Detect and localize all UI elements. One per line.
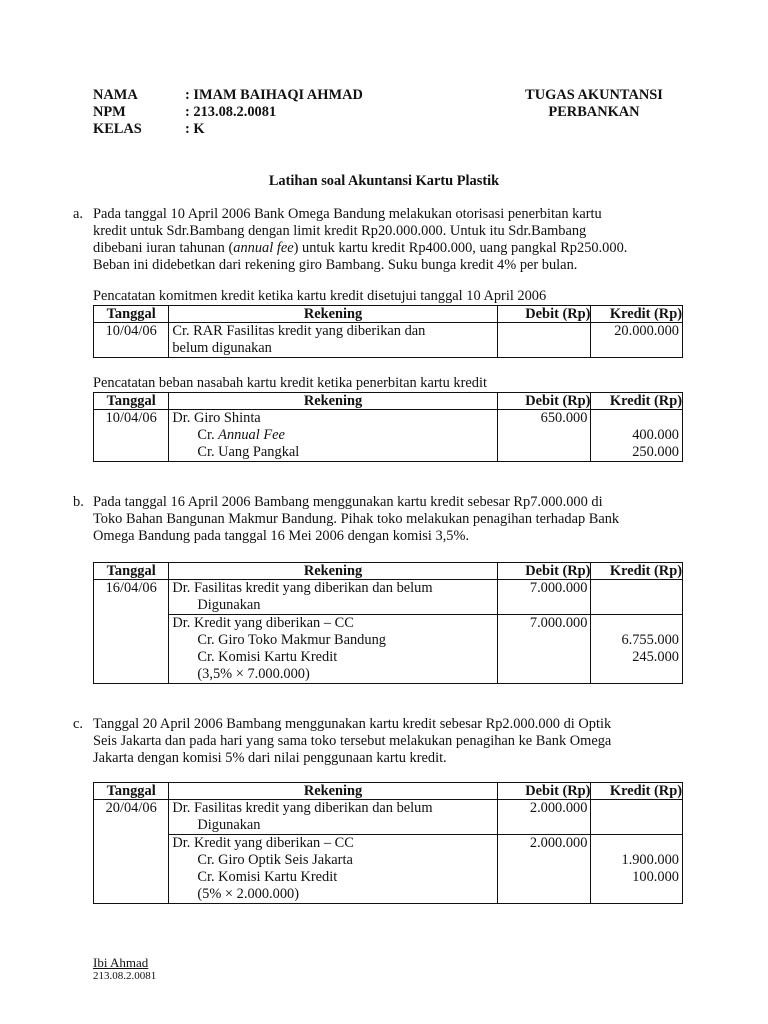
account-line: Cr. Giro Toko Makmur Bandung xyxy=(197,632,386,648)
value-kelas: : K xyxy=(185,121,205,137)
account-line: Digunakan xyxy=(197,817,261,833)
col-header-debit: Debit (Rp) xyxy=(497,393,591,410)
journal-table-a1 xyxy=(93,305,683,358)
cell-debit xyxy=(497,835,591,904)
table-row xyxy=(94,835,683,904)
col-header-account: Rekening xyxy=(169,563,497,580)
credit-value: 250.000 xyxy=(632,444,679,460)
cell-debit: 2.000.000 xyxy=(497,800,591,835)
table-row xyxy=(94,410,683,462)
col-header-account: Rekening xyxy=(169,783,497,800)
col-header-date: Tanggal xyxy=(94,783,169,800)
debit-value: 7.000.000 xyxy=(529,615,588,631)
table-header-row xyxy=(94,783,683,800)
cell-date: 10/04/06 xyxy=(94,323,169,358)
table-row xyxy=(94,323,683,358)
x: dibebani iuran tahunan ( xyxy=(93,240,234,256)
section-c-line: Seis Jakarta dan pada hari yang sama toko tersebut melakukan penagihan ke Bank Omega xyxy=(93,733,612,749)
journal-table-c xyxy=(93,782,683,904)
credit-empty xyxy=(594,615,679,632)
account-line: (5% × 2.000.000) xyxy=(197,886,300,902)
section-c-line: Jakarta dengan komisi 5% dari nilai penggunaan kartu kredit. xyxy=(93,750,447,766)
cell-debit xyxy=(497,615,591,684)
label-npm: NPM xyxy=(93,104,126,120)
section-a-line: Beban ini didebetkan dari rekening giro Bambang. Suku bunga kredit 4% per bulan. xyxy=(93,257,578,273)
account-line: Dr. Fasilitas kredit yang diberikan dan belum xyxy=(172,800,433,816)
course-title-line2: PERBANKAN xyxy=(548,104,640,120)
annual-fee-account: Annual Fee xyxy=(218,427,285,443)
col-header-date: Tanggal xyxy=(94,393,169,410)
account-line: Cr. Komisi Kartu Kredit xyxy=(197,649,338,665)
credit-value: 6.755.000 xyxy=(621,632,679,648)
cell-credit xyxy=(591,835,683,904)
credit-empty xyxy=(594,835,679,852)
section-b-line: Omega Bandung pada tanggal 16 Mei 2006 dengan komisi 3,5%. xyxy=(93,528,470,544)
cell-credit xyxy=(591,410,683,462)
value-nama: : IMAM BAIHAQI AHMAD xyxy=(185,87,363,103)
section-b-letter: b. xyxy=(73,494,84,510)
account-line xyxy=(172,427,493,444)
col-header-account: Rekening xyxy=(169,393,497,410)
col-header-account: Rekening xyxy=(169,306,497,323)
cell-credit xyxy=(591,800,683,835)
credit-value: 245.000 xyxy=(632,649,679,665)
cell-credit xyxy=(591,580,683,615)
col-header-debit: Debit (Rp) xyxy=(497,306,591,323)
journal-table-b xyxy=(93,562,683,684)
cell-debit xyxy=(497,323,591,358)
col-header-credit: Kredit (Rp) xyxy=(591,306,683,323)
footer-name: Ibi Ahmad xyxy=(93,955,149,970)
section-a-line: Pada tanggal 10 April 2006 Bank Omega Bandung melakukan otorisasi penerbitan kartu xyxy=(93,206,602,222)
section-a-line: kredit untuk Sdr.Bambang dengan limit kredit Rp20.000.000. Untuk itu Sdr.Bambang xyxy=(93,223,587,239)
course-title xyxy=(505,87,683,121)
account-line: Cr. Giro Optik Seis Jakarta xyxy=(197,852,353,868)
col-header-debit: Debit (Rp) xyxy=(497,563,591,580)
credit-value: 100.000 xyxy=(632,869,679,885)
account-line: Dr. Fasilitas kredit yang diberikan dan belum xyxy=(172,580,433,596)
section-b-text xyxy=(93,494,675,545)
cell-account xyxy=(169,800,497,835)
debit-value: 650.000 xyxy=(540,410,588,426)
section-b-paragraph xyxy=(73,494,675,545)
table-row xyxy=(94,580,683,615)
account-line: (3,5% × 7.000.000) xyxy=(197,666,310,682)
credit-empty xyxy=(594,410,679,427)
section-a-letter: a. xyxy=(73,206,83,222)
col-header-credit: Kredit (Rp) xyxy=(591,563,683,580)
section-a-caption-1: Pencatatan komitmen kredit ketika kartu kredit disetujui tanggal 10 April 2006 xyxy=(93,288,547,304)
account-line: Cr. RAR Fasilitas kredit yang diberikan dan xyxy=(172,323,426,339)
credit-value: 1.900.000 xyxy=(621,852,679,868)
account-line: Cr. Komisi Kartu Kredit xyxy=(197,869,338,885)
table-header-row xyxy=(94,563,683,580)
section-a-paragraph xyxy=(73,206,675,274)
account-line: Dr. Kredit yang diberikan – CC xyxy=(172,835,354,851)
table-header-row xyxy=(94,393,683,410)
cell-credit xyxy=(591,615,683,684)
student-info-values xyxy=(185,87,485,138)
section-c-text xyxy=(93,716,675,767)
section-b-line: Pada tanggal 16 April 2006 Bambang menggunakan kartu kredit sebesar Rp7.000.000 di xyxy=(93,494,603,510)
section-a-text xyxy=(93,206,675,274)
account-line: Digunakan xyxy=(197,597,261,613)
label-kelas: KELAS xyxy=(93,121,142,137)
col-header-date: Tanggal xyxy=(94,306,169,323)
cell-date: 10/04/06 xyxy=(94,410,169,462)
col-header-credit: Kredit (Rp) xyxy=(591,393,683,410)
account-line: belum digunakan xyxy=(172,340,272,356)
col-header-date: Tanggal xyxy=(94,563,169,580)
footer xyxy=(93,955,156,983)
annual-fee-term: annual fee xyxy=(233,240,294,256)
section-c-paragraph xyxy=(73,716,675,767)
section-b-line: Toko Bahan Bangunan Makmur Bandung. Pihak toko melakukan penagihan terhadap Bank xyxy=(93,511,620,527)
journal-table-a2 xyxy=(93,392,683,462)
table-row xyxy=(94,800,683,835)
cell-debit xyxy=(497,410,591,462)
cell-account xyxy=(169,615,497,684)
section-a-line-tail: ) untuk kartu kredit Rp400.000, uang pangkal Rp250.000. xyxy=(293,240,628,256)
credit-value: 400.000 xyxy=(632,427,679,443)
cell-account xyxy=(169,323,497,358)
account-line: Dr. Kredit yang diberikan – CC xyxy=(172,615,354,631)
col-header-debit: Debit (Rp) xyxy=(497,783,591,800)
section-a-line xyxy=(93,240,675,257)
section-a-caption-2: Pencatatan beban nasabah kartu kredit ketika penerbitan kartu kredit xyxy=(93,375,487,391)
label-nama: NAMA xyxy=(93,87,138,103)
document-title: Latihan soal Akuntansi Kartu Plastik xyxy=(268,173,500,189)
cell-account xyxy=(169,410,497,462)
debit-value: 2.000.000 xyxy=(529,835,588,851)
cell-date: 20/04/06 xyxy=(94,800,169,904)
table-header-row xyxy=(94,306,683,323)
section-c-letter: c. xyxy=(73,716,83,732)
cell-debit: 7.000.000 xyxy=(497,580,591,615)
course-title-line1: TUGAS AKUNTANSI xyxy=(525,87,663,103)
table-row xyxy=(94,615,683,684)
student-info-labels xyxy=(93,87,185,138)
account-line: Cr. Uang Pangkal xyxy=(197,444,300,460)
cell-account xyxy=(169,580,497,615)
cell-date: 16/04/06 xyxy=(94,580,169,684)
col-header-credit: Kredit (Rp) xyxy=(591,783,683,800)
cell-credit: 20.000.000 xyxy=(591,323,683,358)
section-c-line: Tanggal 20 April 2006 Bambang menggunakan kartu kredit sebesar Rp2.000.000 di Optik xyxy=(93,716,612,732)
value-npm: : 213.08.2.0081 xyxy=(185,104,277,120)
cell-account xyxy=(169,835,497,904)
account-line-prefix: Cr. xyxy=(197,427,219,443)
footer-npm: 213.08.2.0081 xyxy=(93,970,157,982)
account-line: Dr. Giro Shinta xyxy=(172,410,261,426)
